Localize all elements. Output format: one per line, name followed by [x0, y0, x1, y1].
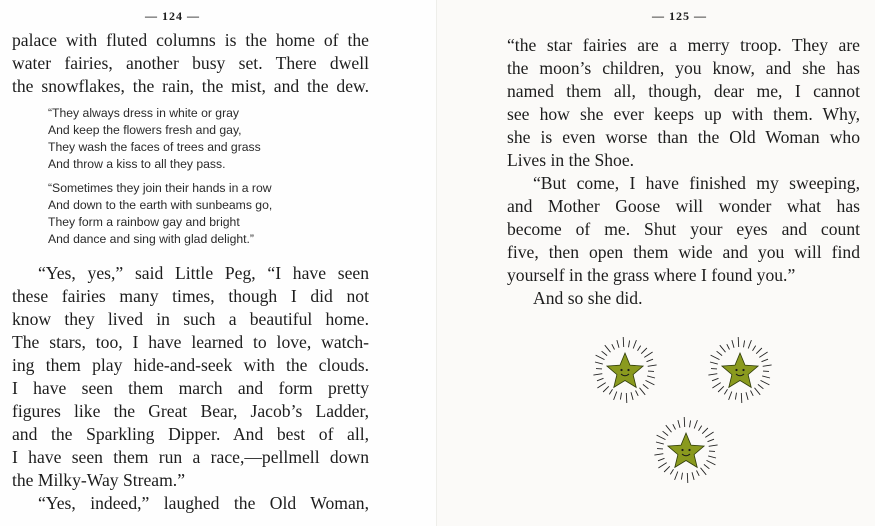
text-line: water fairies, another busy set. There dwell [12, 53, 369, 73]
text-line: know they lived in such a beautiful home. [12, 309, 369, 329]
text-line: become of me. Shut your eyes and count [507, 219, 860, 239]
text-line: ing them play hide-and-seek with the clouds. [12, 355, 369, 375]
text-line: the moon’s children, you know, and she has [507, 58, 860, 78]
verse-line: And down to the earth with sunbeams go, [48, 198, 273, 212]
page-number-124: — 124 — [145, 9, 200, 23]
text-line: see how she ever keeps up with them. Why, [507, 104, 860, 124]
text-line: “Yes, yes,” said Little Peg, “I have seen [38, 263, 369, 283]
text-line: “But come, I have finished my sweeping, [533, 173, 860, 193]
text-line: Lives in the Shoe. [507, 150, 635, 170]
right-page [437, 0, 875, 526]
verse-line: They wash the faces of trees and grass [48, 140, 261, 154]
text-line: and the Sparkling Dipper. And best of all, [12, 424, 369, 444]
star-illustration [437, 0, 875, 526]
text-line: the snowflakes, the rain, the mist, and the dew. [12, 76, 369, 96]
text-line: five, then open them wide and you will find [507, 242, 860, 262]
text-line: The stars, too, I have learned to love, watch- [12, 332, 369, 352]
text-line: I have seen them run a race,—pellmell down [12, 447, 369, 467]
left-page [0, 0, 437, 526]
verse-line: And keep the flowers fresh and gay, [48, 123, 242, 137]
text-line: palace with fluted columns is the home of the [12, 30, 369, 50]
text-line: these fairies many times, though I did not [12, 286, 369, 306]
text-line: I have seen them march and form pretty [12, 378, 369, 398]
smiling-star-icon [593, 337, 656, 403]
smiling-star-icon [654, 417, 717, 483]
text-line: the Milky-Way Stream.” [12, 470, 186, 490]
text-line: and Mother Goose will wonder what has [507, 196, 860, 216]
text-line: she is even worse than the Old Woman who [507, 127, 860, 147]
verse-line: “They always dress in white or gray [48, 106, 240, 120]
text-line: “Yes, indeed,” laughed the Old Woman, [38, 493, 369, 513]
verse-line: And throw a kiss to all they pass. [48, 157, 226, 171]
smiling-star-icon [708, 337, 771, 403]
verse-line: And dance and sing with glad delight.” [48, 232, 254, 246]
page-number-125: — 125 — [652, 9, 707, 23]
verse-line: “Sometimes they join their hands in a row [48, 181, 272, 195]
text-line: figures like the Great Bear, Jacob’s Ladder, [12, 401, 369, 421]
text-line: yourself in the grass where I found you.” [507, 265, 796, 285]
text-line: “the star fairies are a merry troop. They are [507, 35, 860, 55]
text-line: named them all, though, dear me, I cannot [507, 81, 860, 101]
text-line: And so she did. [533, 288, 643, 308]
verse-line: They form a rainbow gay and bright [48, 215, 240, 229]
